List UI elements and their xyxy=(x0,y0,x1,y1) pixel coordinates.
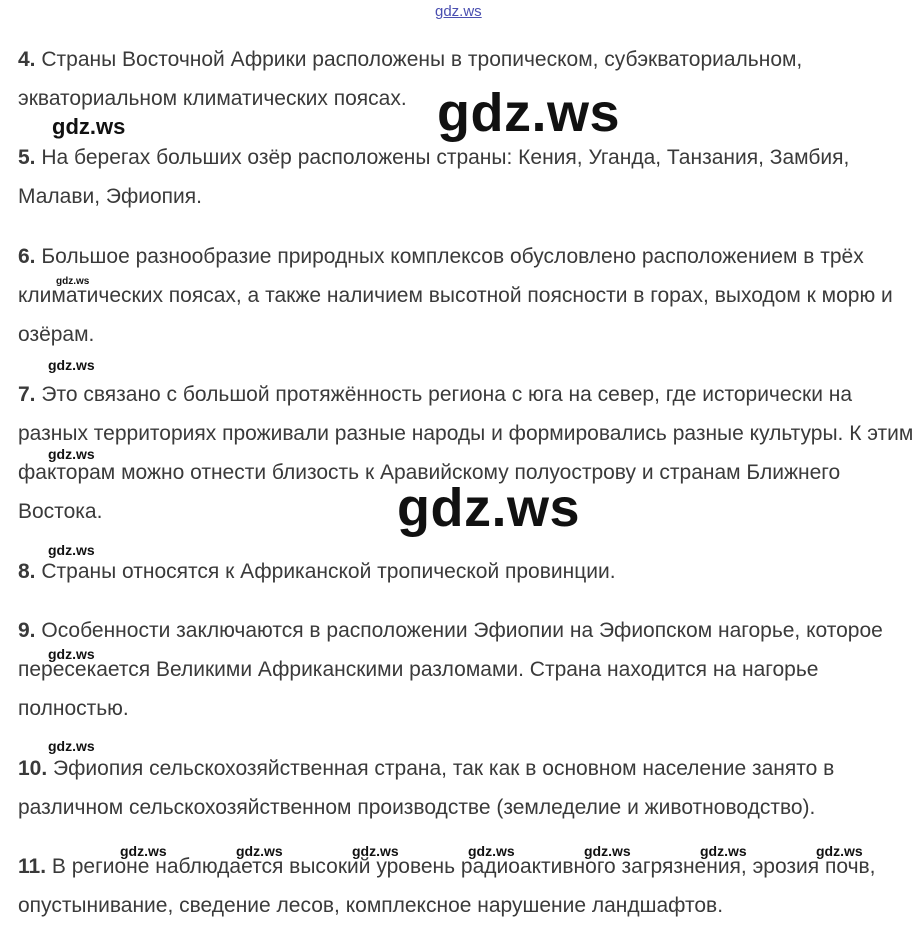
watermark-small: gdz.ws xyxy=(468,843,515,859)
answer-number: 6. xyxy=(18,245,36,268)
top-watermark-link[interactable]: gdz.ws xyxy=(435,3,482,20)
answer-number: 5. xyxy=(18,146,36,169)
watermark-large: gdz.ws xyxy=(437,83,621,143)
watermark-tiny: gdz.ws xyxy=(56,276,90,287)
answer-number: 9. xyxy=(18,619,36,642)
answer-text: Большое разнообразие природных комплексов обусловлено расположением в трёх климатических поясах, а также наличием высотной поясности в горах, выходом к морю и озёрам. xyxy=(18,245,893,346)
answer-10 xyxy=(18,749,918,827)
answer-text: Это связано с большой протяжённость региона с юга на север, где исторически на разных территориях проживали разные народы и формировались разные культуры. К этим факторам можно отнести близость к Аравийскому полуострову и странам Ближнего Востока. xyxy=(18,383,914,523)
answer-number: 7. xyxy=(18,383,36,406)
watermark-small: gdz.ws xyxy=(48,542,95,558)
answer-8 xyxy=(18,552,918,591)
watermark-small: gdz.ws xyxy=(120,843,167,859)
watermark-small: gdz.ws xyxy=(352,843,399,859)
answer-text: В регионе наблюдается высокий уровень радиоактивного загрязнения, эрозия почв, опустынивание, сведение лесов, комплексное нарушение ландшафтов. xyxy=(18,855,876,917)
watermark-medium: gdz.ws xyxy=(52,114,126,139)
answer-number: 4. xyxy=(18,48,36,71)
answer-text: Эфиопия сельскохозяйственная страна, так как в основном население занято в различном сельскохозяйственном производстве (земледелие и животноводство). xyxy=(18,757,835,819)
watermark-small: gdz.ws xyxy=(236,843,283,859)
watermark-small: gdz.ws xyxy=(48,446,95,462)
watermark-small: gdz.ws xyxy=(816,843,863,859)
watermark-large: gdz.ws xyxy=(397,478,581,538)
answer-text: Страны относятся к Африканской тропической провинции. xyxy=(41,560,616,583)
answer-5 xyxy=(18,138,918,216)
watermark-small: gdz.ws xyxy=(584,843,631,859)
watermark-small: gdz.ws xyxy=(700,843,747,859)
watermark-small: gdz.ws xyxy=(48,646,95,662)
answer-number: 10. xyxy=(18,757,48,780)
answer-number: 11. xyxy=(18,855,47,878)
answer-text: На берегах больших озёр расположены страны: Кения, Уганда, Танзания, Замбия, Малави, Эфиопия. xyxy=(18,146,850,208)
watermark-small: gdz.ws xyxy=(48,738,95,754)
answer-number: 8. xyxy=(18,560,36,583)
answer-text: Особенности заключаются в расположении Эфиопии на Эфиопском нагорье, которое пересекается Великими Африканскими разломами. Страна находится на нагорье полностью. xyxy=(18,619,883,720)
answer-9 xyxy=(18,611,918,728)
answer-6 xyxy=(18,237,918,354)
watermark-small: gdz.ws xyxy=(48,357,95,373)
answer-text: Страны Восточной Африки расположены в тропическом, субэкваториальном, экваториальном климатических поясах. xyxy=(18,48,803,110)
